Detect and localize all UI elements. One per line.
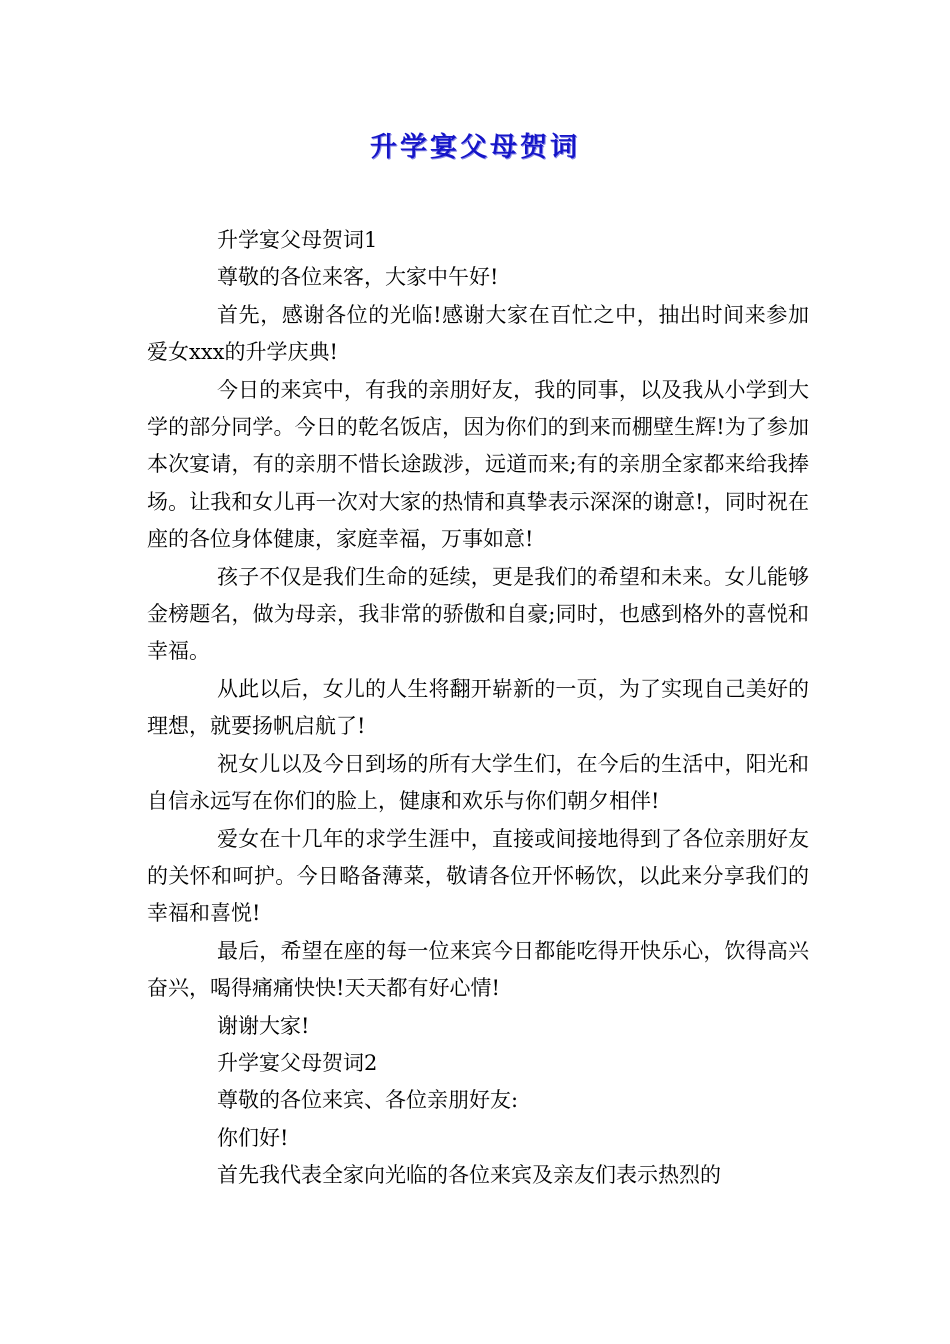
document-title: 升学宴父母贺词 bbox=[370, 132, 580, 163]
greeting-paragraph: 你们好! bbox=[217, 1125, 289, 1150]
body-paragraph: 祝女儿以及今日到场的所有大学生们，在今后的生活中，阳光和自信永远写在你们的脸上，健康和欢乐与你们朝夕相伴! bbox=[147, 751, 809, 814]
body-paragraph: 今日的来宾中，有我的亲朋好友，我的同事，以及我从小学到大学的部分同学。今日的乾名饭店，因为你们的到来而棚壁生辉!为了参加本次宴请，有的亲朋不惜长途跋涉，远道而来;有的亲朋全家都来给我捧场。让我和女儿再一次对大家的热情和真挚表示深深的谢意!，同时祝在座的各位身体健康，家庭幸福，万事如意! bbox=[147, 377, 809, 552]
body-paragraph: 孩子不仅是我们生命的延续，更是我们的希望和未来。女儿能够金榜题名，做为母亲，我非常的骄傲和自豪;同时，也感到格外的喜悦和幸福。 bbox=[147, 564, 809, 664]
closing-paragraph: 谢谢大家! bbox=[217, 1013, 310, 1038]
greeting-paragraph: 尊敬的各位来宾、各位亲朋好友: bbox=[217, 1088, 519, 1113]
body-paragraph: 首先我代表全家向光临的各位来宾及亲友们表示热烈的 bbox=[217, 1163, 721, 1188]
document-body bbox=[147, 222, 809, 1195]
body-paragraph: 从此以后，女儿的人生将翻开崭新的一页，为了实现自己美好的理想，就要扬帆启航了! bbox=[147, 676, 809, 739]
greeting-paragraph: 尊敬的各位来客，大家中午好! bbox=[217, 265, 499, 290]
body-paragraph: 爱女在十几年的求学生涯中，直接或间接地得到了各位亲朋好友的关怀和呵护。今日略备薄菜，敬请各位开怀畅饮，以此来分享我们的幸福和喜悦! bbox=[147, 826, 809, 926]
body-paragraph: 首先，感谢各位的光临!感谢大家在百忙之中，抽出时间来参加爱女xxx的升学庆典! bbox=[147, 302, 809, 365]
section-heading-1: 升学宴父母贺词1 bbox=[217, 228, 378, 252]
section-heading-2: 升学宴父母贺词2 bbox=[217, 1050, 378, 1075]
body-paragraph: 最后，希望在座的每一位来宾今日都能吃得开快乐心，饮得高兴奋兴，喝得痛痛快快!天天都有好心情! bbox=[147, 938, 809, 1001]
